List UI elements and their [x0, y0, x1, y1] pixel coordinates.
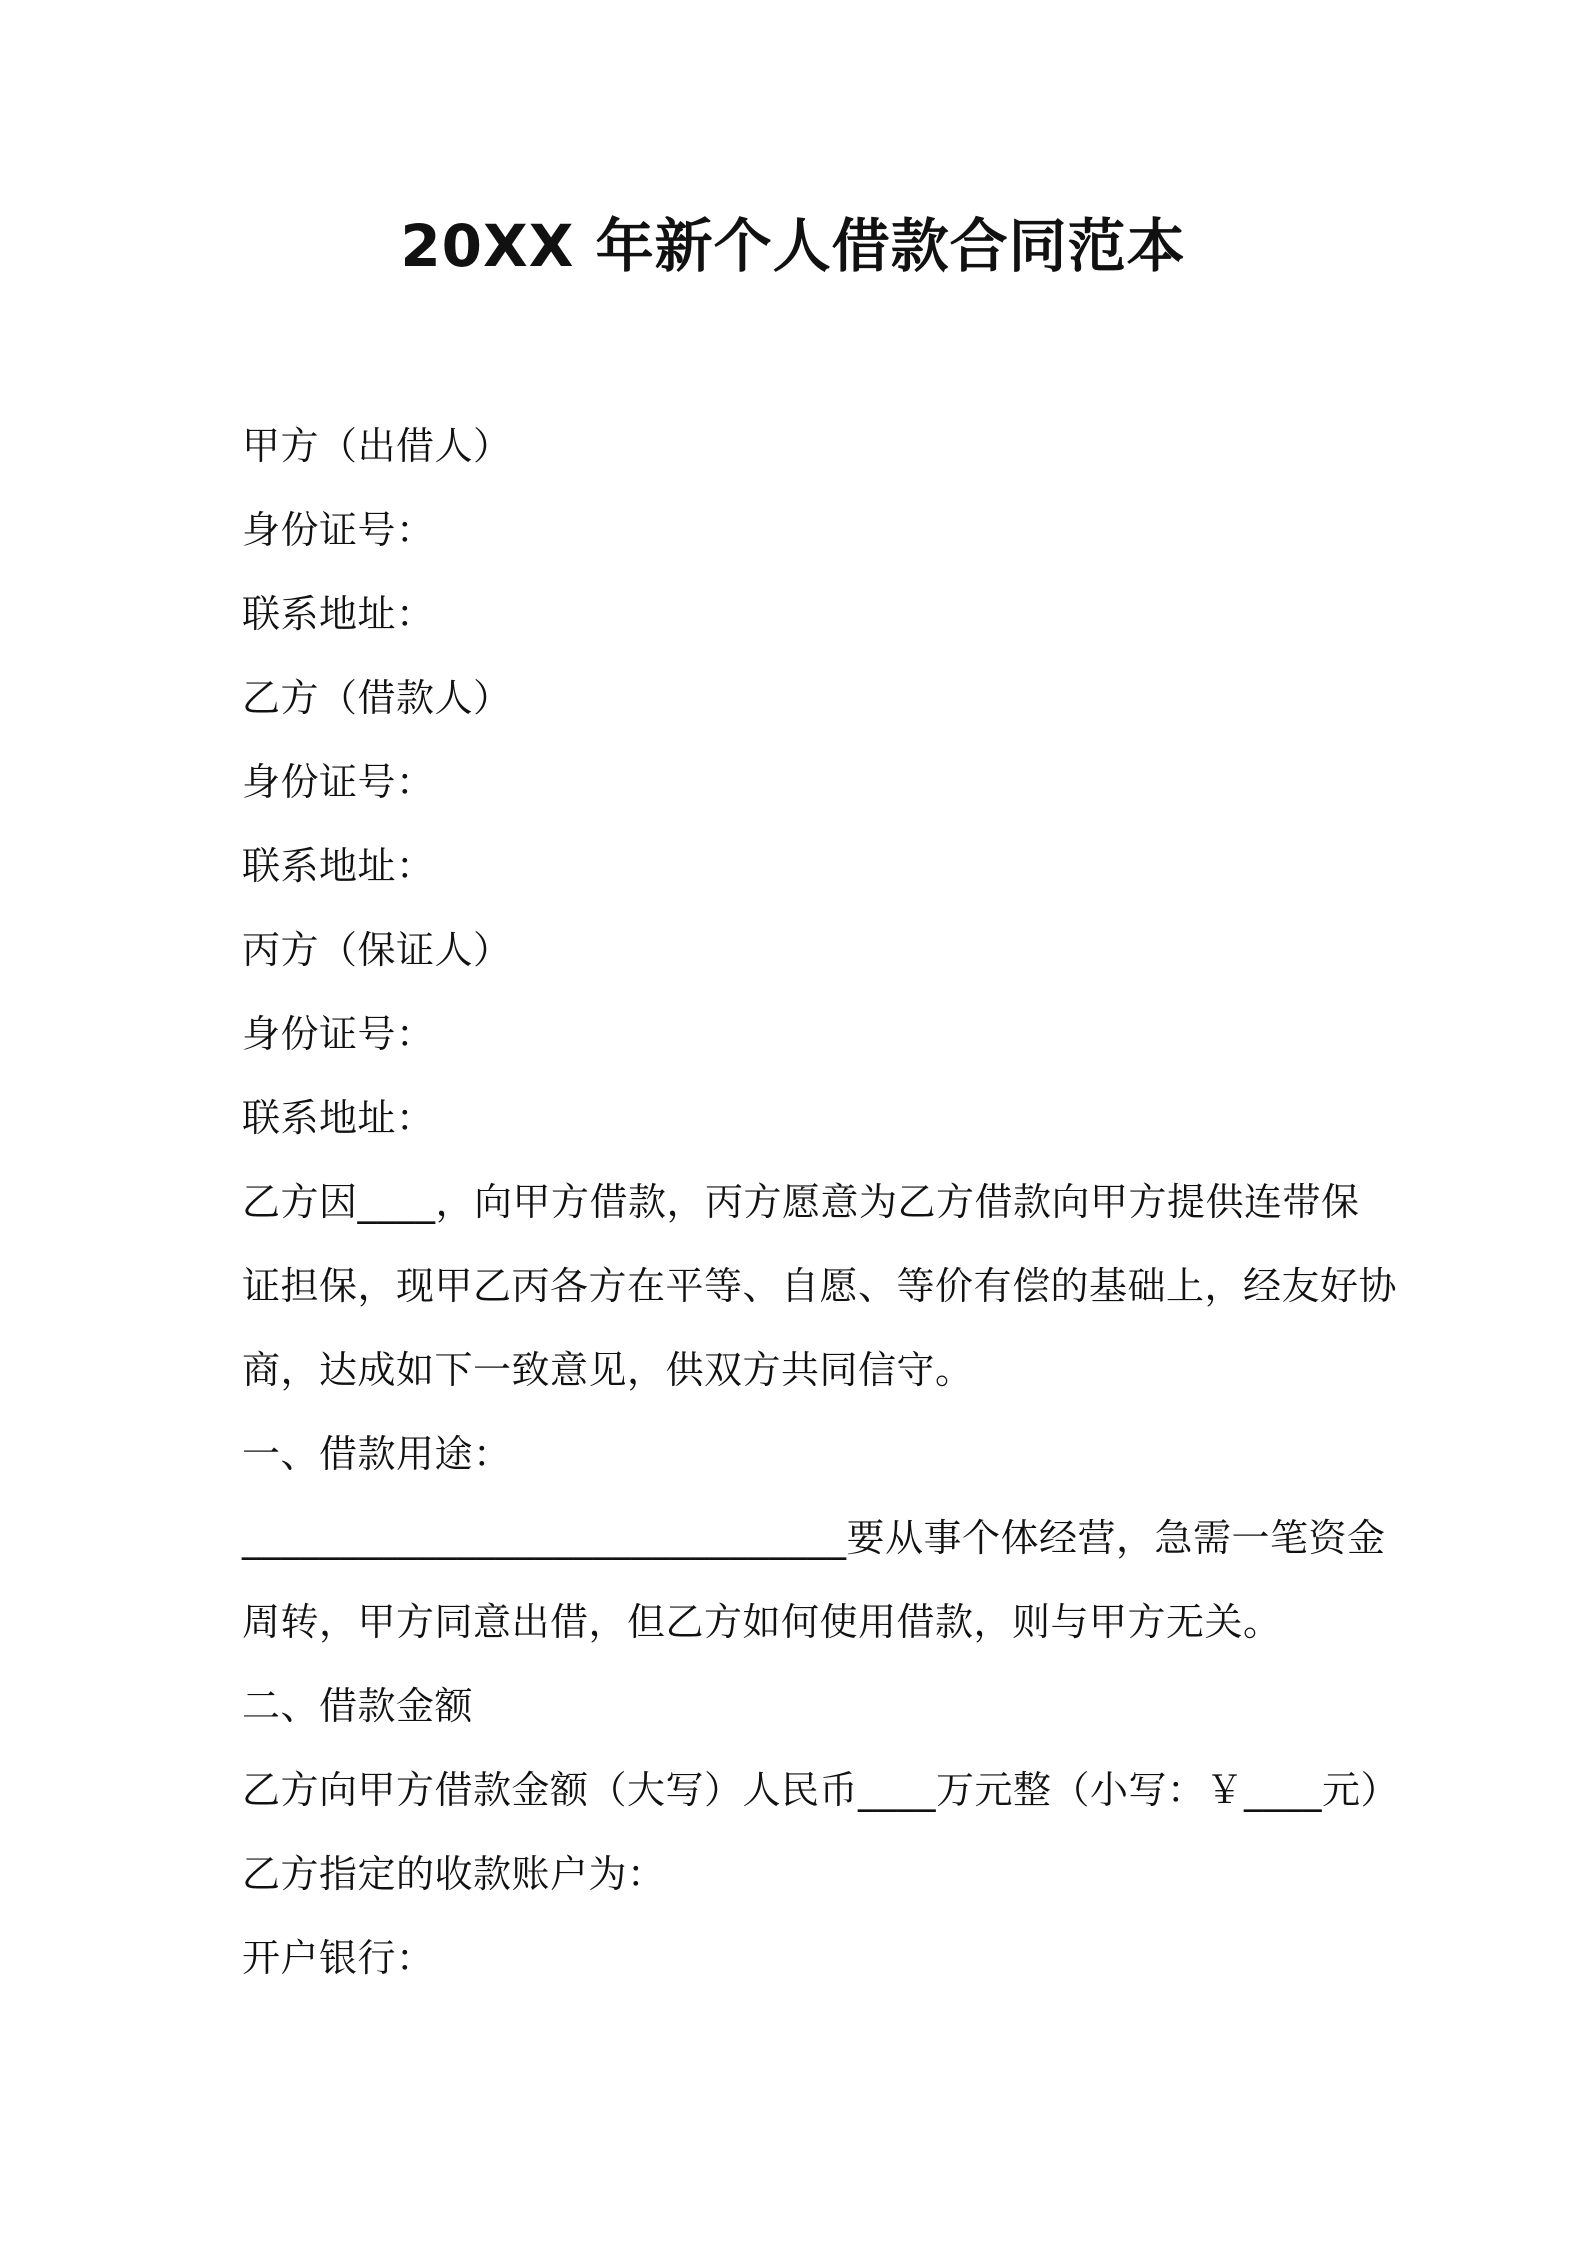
guarantor-id-number-label: 身份证号： — [242, 1012, 435, 1056]
preamble-line-2: 证担保，现甲乙丙各方在平等、自愿、等价有偿的基础上，经友好协 — [242, 1264, 1398, 1308]
preamble-line-3: 商，达成如下一致意见，供双方共同信守。 — [242, 1348, 974, 1392]
guarantor-heading: 丙方（保证人） — [242, 928, 512, 972]
section-1-line-1: _______________________________要从事个体经营，急需一笔资金 — [242, 1516, 1386, 1560]
borrower-heading: 乙方（借款人） — [242, 676, 512, 720]
lender-heading: 甲方（出借人） — [242, 424, 512, 468]
section-1-heading: 一、借款用途： — [242, 1432, 512, 1476]
section-1-line-2: 周转，甲方同意出借，但乙方如何使用借款，则与甲方无关。 — [242, 1600, 1282, 1644]
bank-name-label: 开户银行： — [242, 1936, 435, 1980]
preamble-line-1: 乙方因____，向甲方借款，丙方愿意为乙方借款向甲方提供连带保 — [242, 1180, 1360, 1224]
document-body — [242, 404, 1400, 2000]
lender-id-number-label: 身份证号： — [242, 508, 435, 552]
borrower-id-number-label: 身份证号： — [242, 760, 435, 804]
lender-address-label: 联系地址： — [242, 592, 435, 636]
guarantor-address-label: 联系地址： — [242, 1096, 435, 1140]
document-title: 20XX 年新个人借款合同范本 — [400, 212, 1186, 280]
borrower-address-label: 联系地址： — [242, 844, 435, 888]
section-2-heading: 二、借款金额 — [242, 1684, 474, 1728]
receiving-account-label: 乙方指定的收款账户为： — [242, 1852, 666, 1896]
loan-amount-line: 乙方向甲方借款金额（大写）人民币____万元整（小写：￥____元） — [242, 1768, 1400, 1812]
